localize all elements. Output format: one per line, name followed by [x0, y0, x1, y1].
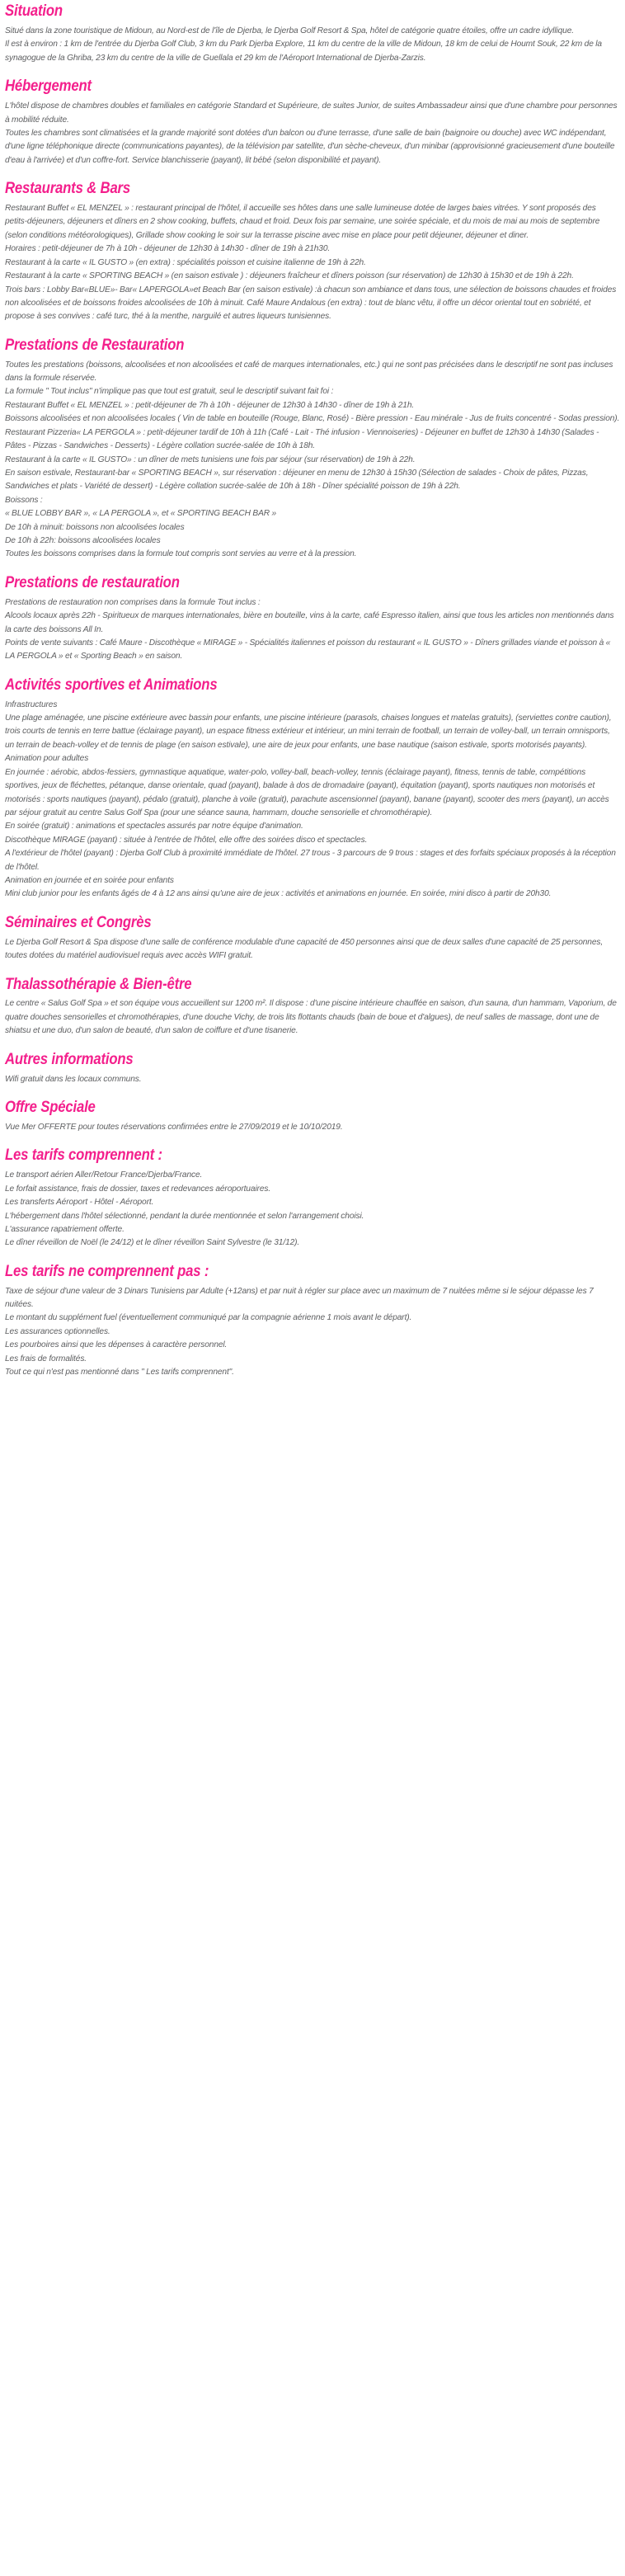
section-paragraph: Le centre « Salus Golf Spa » et son équipe vous accueillent sur 1200 m². Il dispose : d'une piscine intérieure chauffée en saison, d'un sauna, d'un hammam, Vaporium, de quatre douches sensorielles et chromothérapies, d'une douche Vichy, de trois lits flottants chauds (bain de boue et d'algues), de neuf salles de massage, dont une de shiatsu et une duo, d'un salon de beauté, d'un salon de coiffure et d'une tisanerie.	[5, 999, 617, 1036]
section-paragraph: Discothèque MIRAGE (payant) : située à l'entrée de l'hôtel, elle offre des soirées disco et spectacles.	[5, 835, 368, 845]
section-title-seminaires-congres: Séminaires et Congrès	[5, 913, 152, 931]
section-paragraph: Trois bars : Lobby Bar«BLUE»- Bar« LAPERGOLA»et Beach Bar (en saison estivale) :à chacun son ambiance et dans tous, une sélection de boissons chaudes et froides non alcoolisées et de boissons froides alcoolisées de 10h à minuit. Café Maure Andalous (en extra) : tout de blanc vêtu, il offre un décor oriental tout en sobriété, et propose à ses convives : café turc, thé à la menthe, narguilé et autres liqueurs tunisiennes.	[5, 285, 617, 322]
section-tarifs-comprennent	[5, 1147, 620, 1250]
section-autres-informations	[5, 1052, 620, 1086]
section-paragraph: Restaurant Buffet « EL MENZEL » : petit-déjeuner de 7h à 10h - déjeuner de 12h30 à 14h30 - dîner de 19h à 21h.	[5, 400, 415, 410]
section-title-restaurants-bars: Restaurants & Bars	[5, 180, 131, 198]
section-paragraph: En saison estivale, Restaurant-bar « SPORTING BEACH », sur réservation : déjeuner en menu de 12h30 à 15h30 (Sélection de salades - Choix de pâtes, Pizzas, Sandwiches et plats - Variété de dessert) - Légère collation sucrée-salée de 10h à 18h - Dîner spécialité poisson de 19h à 22h.	[5, 468, 589, 492]
section-paragraph: Animation en journée et en soirée pour enfants	[5, 875, 174, 885]
section-paragraph: Les assurances optionnelles.	[5, 1326, 110, 1336]
section-thalassotherapie	[5, 977, 620, 1038]
section-title-tarifs-ne-comprennent-pas: Les tarifs ne comprennent pas :	[5, 1262, 209, 1280]
section-title-prestations-de-restauration-2: Prestations de restauration	[5, 573, 180, 591]
section-title-autres-informations: Autres informations	[5, 1050, 134, 1068]
section-paragraph: Wifi gratuit dans les locaux communs.	[5, 1074, 142, 1084]
section-paragraph: L'assurance rapatriement offerte.	[5, 1224, 125, 1234]
section-paragraph: Le dîner réveillon de Noël (le 24/12) et le dîner réveillon Saint Sylvestre (le 31/12).	[5, 1238, 300, 1248]
section-prestations-de-restauration-2	[5, 575, 620, 664]
section-paragraph: Taxe de séjour d'une valeur de 3 Dinars Tunisiens par Adulte (+12ans) et par nuit à régler sur place avec un maximum de 7 nuitées même si le séjour dépasse les 7 nuitées.	[5, 1286, 594, 1310]
section-title-situation: Situation	[5, 2, 63, 20]
section-paragraph: Les frais de formalités.	[5, 1354, 87, 1363]
section-paragraph: Prestations de restauration non comprises dans la formule Tout inclus :	[5, 597, 261, 607]
section-paragraph: « BLUE LOBBY BAR », « LA PERGOLA », et « SPORTING BEACH BAR »	[5, 509, 277, 519]
section-title-tarifs-comprennent: Les tarifs comprennent :	[5, 1147, 162, 1165]
section-paragraph: Les transferts Aéroport - Hôtel - Aéroport.	[5, 1198, 154, 1208]
section-prestations-de-restauration-1	[5, 337, 620, 562]
section-paragraph: Les pourboires ainsi que les dépenses à caractère personnel.	[5, 1340, 228, 1350]
section-paragraph: A l'extérieur de l'hôtel (payant) : Djerba Golf Club à proximité immédiate de l'hôtel. 27 trous - 3 parcours de 9 trous : stages et des forfaits spéciaux proposés à la réception de l'hôtel.	[5, 849, 616, 872]
section-activites-sportives	[5, 677, 620, 902]
section-paragraph: Restaurant Pizzeria« LA PERGOLA » : petit-déjeuner tardif de 10h à 11h (Café - Lait - Thé infusion - Viennoiseries) - Déjeuner en buffet de 12h30 à 14h30 (Salades - Pâtes - Pizzas - Sandwiches - Desserts) - Légère collation sucrée-salée de 10h à 18h.	[5, 427, 599, 451]
section-paragraph: Alcools locaux après 22h - Spiritueux de marques internationales, bière en bouteille, vins à la carte, café Espresso italien, ainsi que tous les articles non mentionnés dans la carte des boissons All In.	[5, 611, 614, 634]
section-paragraph: En soirée (gratuit) : animations et spectacles assurés par notre équipe d'animation.	[5, 822, 303, 831]
section-paragraph: Le forfait assistance, frais de dossier, taxes et redevances aéroportuaires.	[5, 1184, 271, 1194]
section-paragraph: L'hébergement dans l'hôtel sélectionné, pendant la durée mentionnée et selon l'arrangement choisi.	[5, 1211, 364, 1221]
section-paragraph: Animation pour adultes	[5, 754, 89, 764]
section-title-prestations-de-restauration-1: Prestations de Restauration	[5, 336, 185, 354]
section-paragraph: Toutes les prestations (boissons, alcoolisées et non alcoolisées et café de marques internationales, etc.) qui ne sont pas précisées dans le descriptif ne sont pas incluses dans la formule réservée.	[5, 360, 613, 384]
section-paragraph: Le transport aérien Aller/Retour France/Djerba/France.	[5, 1170, 203, 1180]
section-paragraph: Il est à environ : 1 km de l'entrée du Djerba Golf Club, 3 km du Park Djerba Explore, 11 km du centre de la ville de Midoun, 18 km de celui de Houmt Souk, 22 km de la synagogue de la Ghriba, 23 km du centre de la ville de Guellala et 29 km de l'Aéroport International de Djerba-Zarzis.	[5, 40, 602, 63]
section-title-offre-speciale: Offre Spéciale	[5, 1099, 96, 1116]
section-paragraph: La formule " Tout inclus" n'implique pas que tout est gratuit, seul le descriptif suivant fait foi :	[5, 387, 334, 397]
sections-container	[5, 3, 620, 1380]
section-paragraph: De 10h à 22h: boissons alcoolisées locales	[5, 535, 161, 545]
section-hebergement	[5, 78, 620, 167]
section-paragraph: De 10h à minuit: boissons non alcoolisées locales	[5, 522, 185, 532]
section-paragraph: Une plage aménagée, une piscine extérieure avec bassin pour enfants, une piscine intérieure (parasols, chaises longues et matelas gratuits), (serviettes contre caution), trois courts de tennis en terre battue (éclairage payant), un espace fitness extérieur et intérieur, un mini terrain de football, un terrain de volley-ball, un terrain omnisports, un terrain de beach-volley et de tennis de plage (en saison estivale), une aire de jeux pour enfants, une base nautique (saison estivale, sports motorisés payants).	[5, 713, 612, 750]
section-paragraph: Toutes les chambres sont climatisées et la grande majorité sont dotées d'un balcon ou d'une terrasse, d'une salle de bain (baignoire ou douche) avec WC indépendant, d'une ligne téléphonique directe (communications payantes), de la télévision par satellite, d'un sèche-cheveux, d'un minibar (approvisionné gracieusement d'une bouteille d'eau à l'arrivée) et d'un coffre-fort. Service blanchisserie (payant), lit bébé (selon disponibilité et payant).	[5, 128, 615, 165]
section-restaurants-bars	[5, 181, 620, 324]
section-paragraph: L'hôtel dispose de chambres doubles et familiales en catégorie Standard et Supérieure, de suites Junior, de suites Ambassadeur ainsi que d'une chambre pour personnes à mobilité réduite.	[5, 101, 618, 125]
section-paragraph: Situé dans la zone touristique de Midoun, au Nord-est de l'île de Djerba, le Djerba Golf Resort & Spa, hôtel de catégorie quatre étoiles, offre un cadre idyllique.	[5, 26, 574, 35]
section-situation	[5, 3, 620, 65]
section-paragraph: Le Djerba Golf Resort & Spa dispose d'une salle de conférence modulable d'une capacité de 450 personnes ainsi que de deux salles d'une capacité de 25 personnes, toutes dotées du matériel audiovisuel requis avec accès WIFI gratuit.	[5, 937, 604, 961]
section-offre-speciale	[5, 1100, 620, 1134]
section-title-hebergement: Hébergement	[5, 78, 92, 96]
section-title-thalassotherapie: Thalassothérapie & Bien-être	[5, 975, 192, 993]
section-paragraph: Restaurant Buffet « EL MENZEL » : restaurant principal de l'hôtel, il accueille ses hôtes dans une salle lumineuse dotée de larges baies vitrées. Y sont proposés des petits-déjeuners, déjeuners et dîners en 2 show cooking, buffets, chaud et froid. Deux fois par semaine, une soirée spéciale, et du mois de mai au mois de septembre (selon conditions météorologiques), Grillade show cooking le soir sur la terrasse piscine avec mise en place pour petit déjeuner, déjeuner et diner.	[5, 204, 600, 240]
section-paragraph: Le montant du supplément fuel (éventuellement communiqué par la compagnie aérienne 1 mois avant le départ).	[5, 1313, 412, 1323]
section-paragraph: Tout ce qui n'est pas mentionné dans " Les tarifs comprennent".	[5, 1368, 234, 1377]
section-paragraph: Horaires : petit-déjeuner de 7h à 10h - déjeuner de 12h30 à 14h30 - dîner de 19h à 21h30.	[5, 244, 331, 254]
section-paragraph: Mini club junior pour les enfants âgés de 4 à 12 ans ainsi qu'une aire de jeux : activités et animations en journée. En soirée, mini disco à partir de 20h30.	[5, 889, 552, 899]
section-title-activites-sportives: Activités sportives et Animations	[5, 676, 218, 694]
section-paragraph: Infrastructures	[5, 699, 58, 709]
section-paragraph: Boissons :	[5, 495, 43, 505]
section-seminaires-congres	[5, 915, 620, 963]
section-paragraph: En journée : aérobic, abdos-fessiers, gymnastique aquatique, water-polo, volley-ball, beach-volley, tennis (éclairage payant), fitness, tennis de table, compétitions sportives, jeux de fléchettes, pétanque, danse orientale, quad (payant), balade à dos de dromadaire (payant), équitation (payant), sports nautiques non motorisés et motorisés : sports nautiques (payant), pédalo (gratuit), planche à voile (gratuit), parachute ascensionnel (payant), banane (payant), scooter des mers (payant), un accès par séjour gratuit au centre Salus Golf Spa (pour une séance sauna, hammam, douche sensorielle et chromothérapie).	[5, 767, 609, 817]
section-paragraph: Vue Mer OFFERTE pour toutes réservations confirmées entre le 27/09/2019 et le 10/10/2019.	[5, 1122, 343, 1132]
section-paragraph: Toutes les boissons comprises dans la formule tout compris sont servies au verre et à la pression.	[5, 549, 357, 559]
section-paragraph: Points de vente suivants : Café Maure - Discothèque « MIRAGE » - Spécialités italiennes et poisson du restaurant « IL GUSTO » - Dîners grillades viande et poisson à « LA PERGOLA » et « Sporting Beach » en saison.	[5, 638, 611, 662]
section-tarifs-ne-comprennent-pas	[5, 1264, 620, 1380]
section-paragraph: Restaurant à la carte « IL GUSTO» : un dîner de mets tunisiens une fois par séjour (sur réservation) de 19h à 22h.	[5, 454, 416, 464]
section-paragraph: Boissons alcoolisées et non alcoolisées locales ( Vin de table en bouteille (Rouge, Blanc, Rosé) - Bière pression - Eau minérale - Jus de fruits concentré - Sodas pression).	[5, 414, 620, 424]
section-paragraph: Restaurant à la carte « IL GUSTO » (en extra) : spécialités poisson et cuisine italienne de 19h à 22h.	[5, 257, 366, 267]
section-paragraph: Restaurant à la carte « SPORTING BEACH » (en saison estivale ) : déjeuners fraîcheur et dîners poisson (sur réservation) de 12h30 à 15h30 et de 19h à 22h.	[5, 271, 574, 281]
